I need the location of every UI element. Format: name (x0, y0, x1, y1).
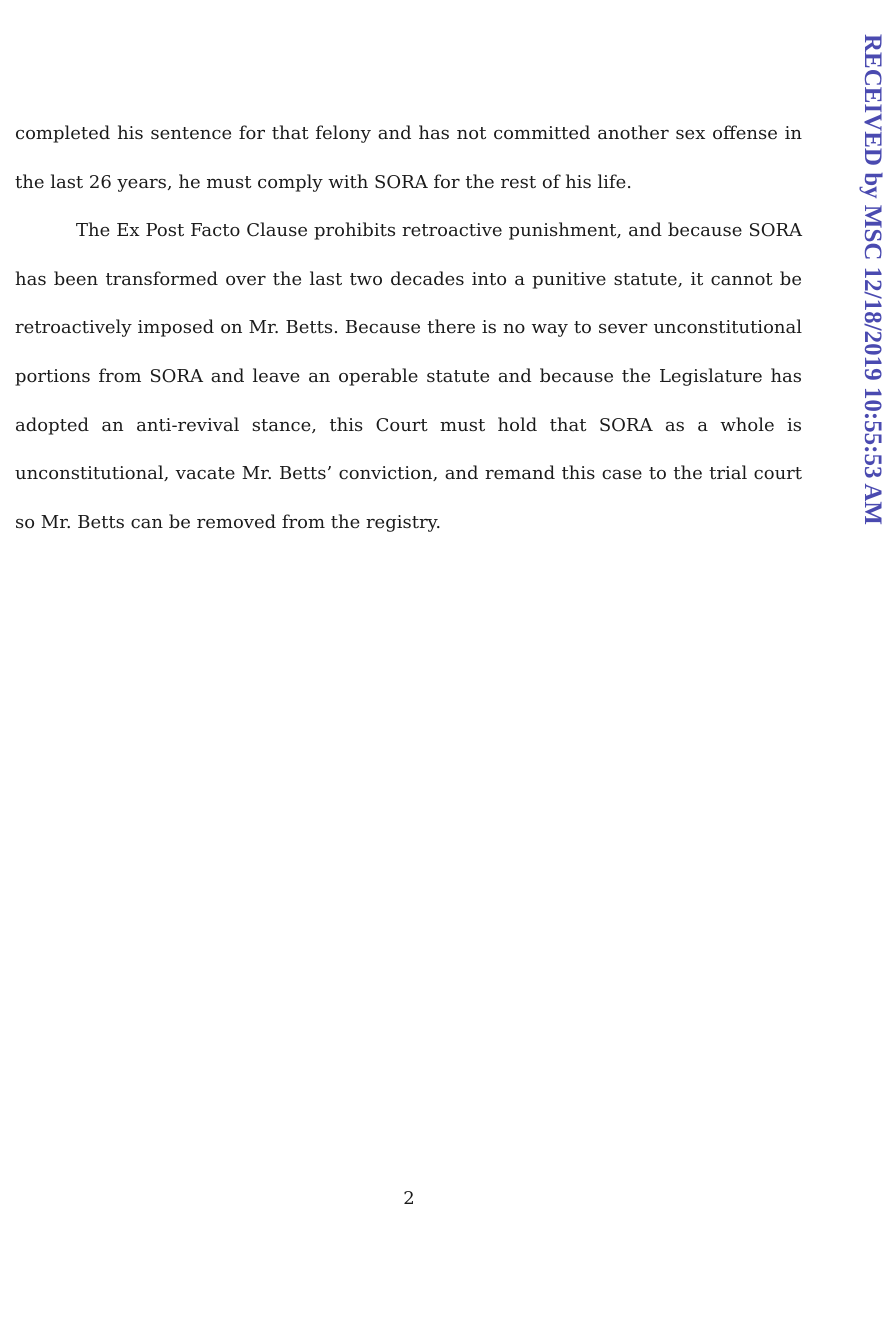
paragraph-conclusion: The Ex Post Facto Clause prohibits retroactive punishment, and because SORA has been transformed over the last two decades into a punitive statute, it cannot be retroactively imposed on Mr. Betts. Because there is no way to sever unconstitutional portions from SORA and leave an operable statute and because the Legislature has adopted an anti-revival stance, this Court must hold that SORA as a whole is unconstitutional, vacate Mr. Betts’ conviction, and remand this case to the trial court so Mr. Betts can be removed from the registry. (15, 220, 802, 533)
body-text (15, 110, 802, 547)
page-number: 2 (403, 1188, 415, 1209)
paragraph-continuation: completed his sentence for that felony and has not committed another sex offense in the last 26 years, he must comply with SORA for the rest of his life. (15, 123, 802, 193)
received-stamp: RECEIVED by MSC 12/18/2019 10:55:53 AM (859, 34, 886, 525)
